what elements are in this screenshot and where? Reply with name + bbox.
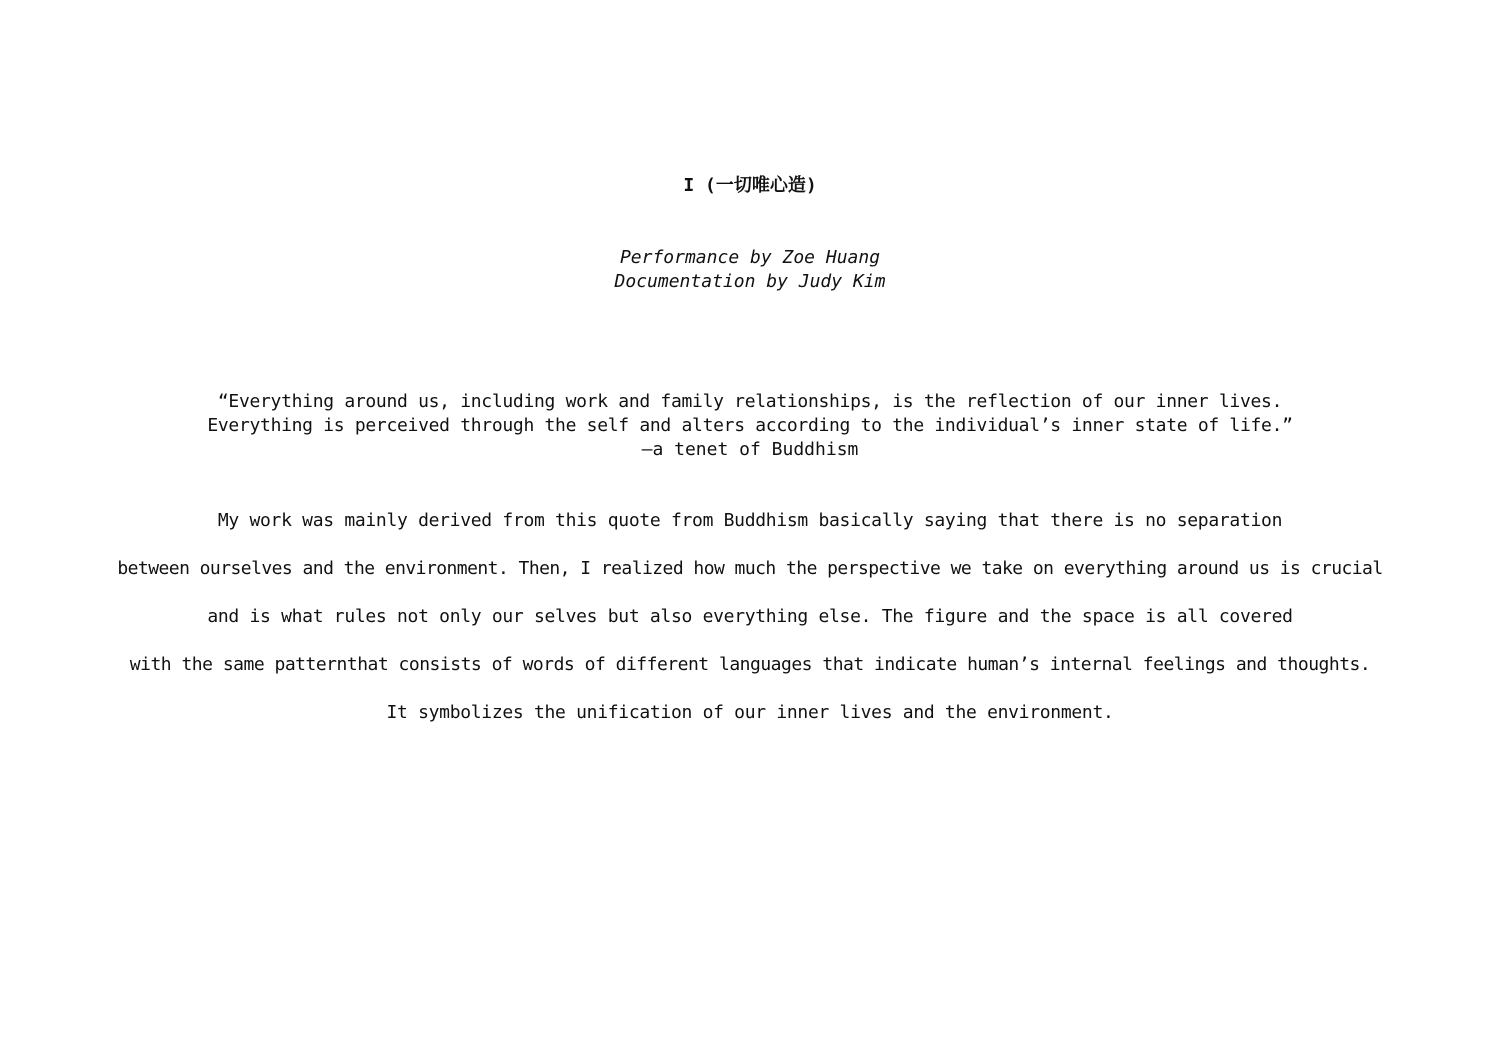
statement-line: and is what rules not only our selves but also everything else. The figure and the space is all covered <box>207 606 1293 627</box>
document-title: I (一切唯心造) <box>683 175 817 196</box>
quote-attribution: –a tenet of Buddhism <box>641 439 859 460</box>
documentation-credit: Documentation by Judy Kim <box>614 271 886 292</box>
performance-credit: Performance by Zoe Huang <box>619 247 881 268</box>
quote-line: Everything is perceived through the self and alters according to the individual’s inner state of life.” <box>207 415 1293 436</box>
buddhism-quote <box>0 390 1500 462</box>
statement-line: between ourselves and the environment. Then, I realized how much the perspective we take on everything around us is crucial <box>117 558 1383 579</box>
statement-line: It symbolizes the unification of our inner lives and the environment. <box>386 702 1114 723</box>
quote-line: “Everything around us, including work and family relationships, is the reflection of our inner lives. <box>217 391 1283 412</box>
statement-line: with the same patternthat consists of words of different languages that indicate human’s internal feelings and thoughts. <box>129 654 1371 675</box>
artist-statement <box>0 509 1500 749</box>
credits-block <box>0 246 1500 294</box>
statement-line: My work was mainly derived from this quote from Buddhism basically saying that there is no separation <box>217 510 1283 531</box>
